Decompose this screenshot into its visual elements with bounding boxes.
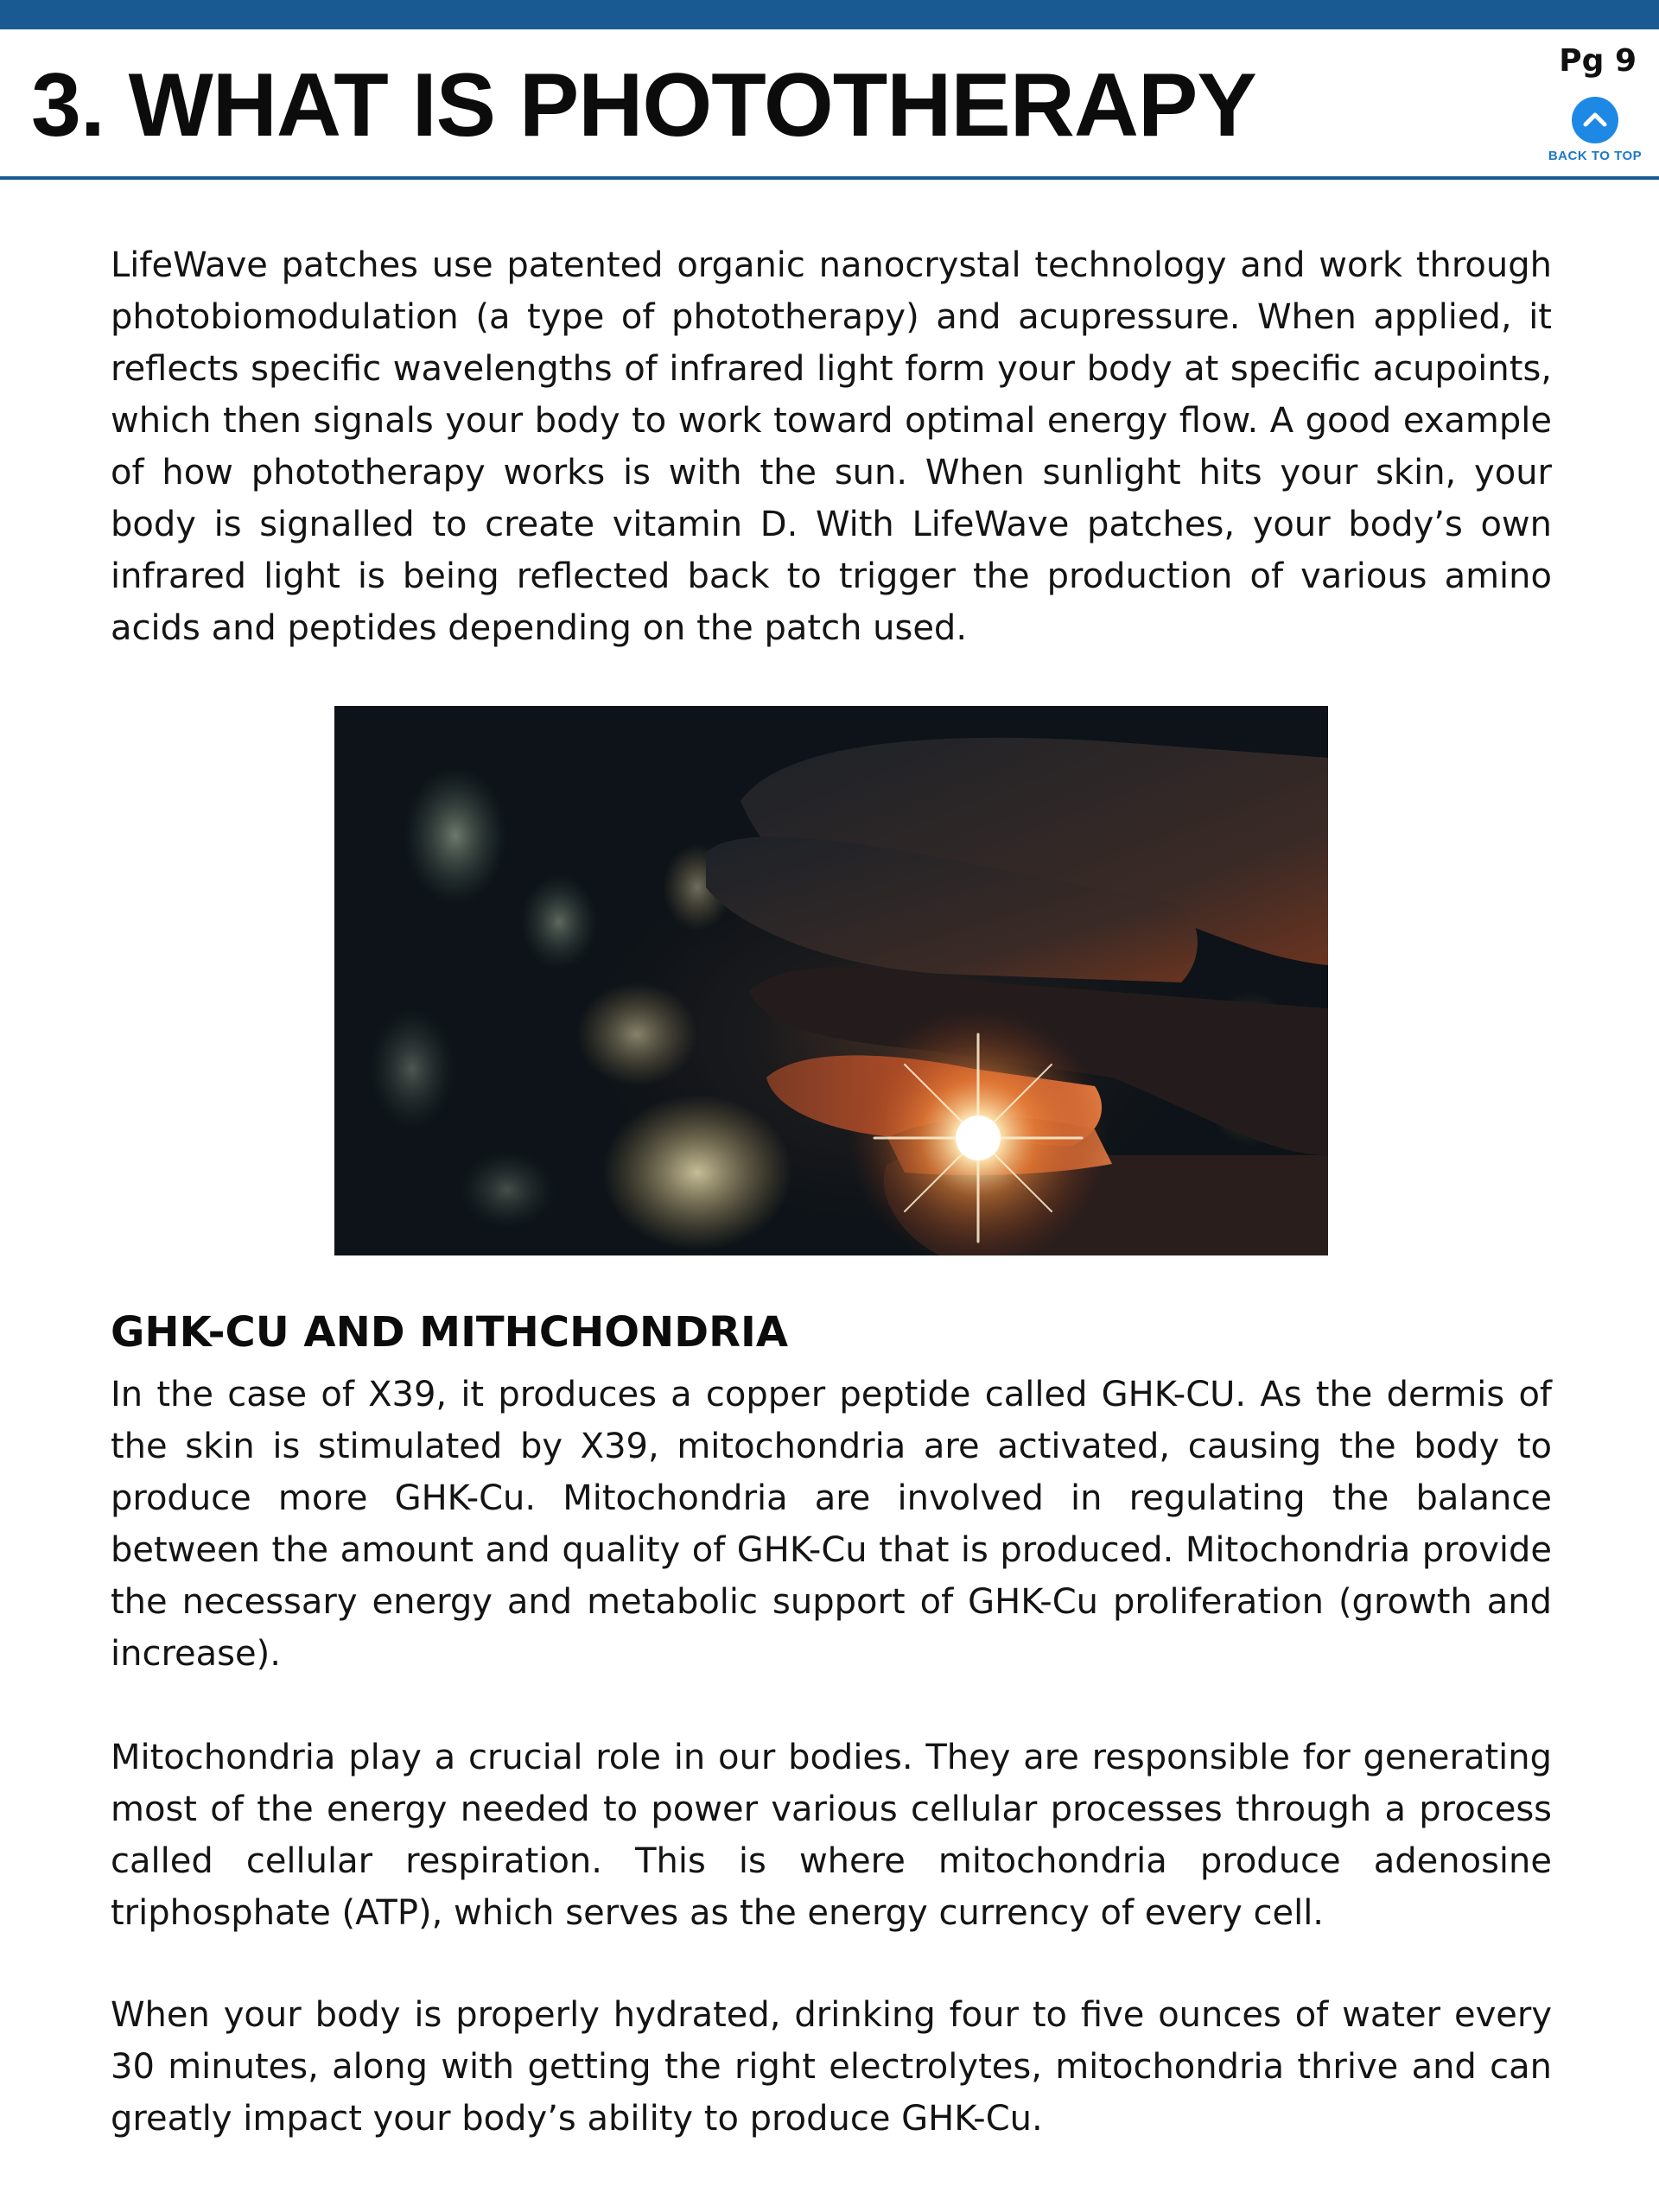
- section-paragraph: In the case of X39, it produces a copper peptide called GHK-CU. As the dermis of the skin is stimulated by X39, mitochondria are activated, causing the body to produce more GHK-Cu. Mitochondria are involved in regulating the balance between the amount and quality of GHK-Cu that is produced. Mitochondria provide the necessary energy and metabolic support of GHK-Cu proliferation (growth and increase).: [111, 1375, 1552, 1674]
- section-paragraph-1-block: [111, 1369, 1552, 1680]
- section-paragraph-3-block: [111, 1989, 1552, 2145]
- section-heading: GHK-CU AND MITHCHONDRIA: [111, 1308, 789, 1357]
- page-number: Pg 9: [1559, 43, 1637, 79]
- back-to-top-button[interactable]: [1547, 97, 1643, 169]
- intro-paragraph: LifeWave patches use patented organic nanocrystal technology and work through photobiomodulation (a type of phototherapy) and acupressure. When applied, it reflects specific wavelengths of infrared light form your body at specific acupoints, which then signals your body to work toward optimal energy flow. A good example of how phototherapy works is with the sun. When sunlight hits your skin, your body is signalled to create vitamin D. With LifeWave patches, your body’s own infrared light is being reflected back to trigger the production of various amino acids and peptides depending on the patch used.: [111, 245, 1552, 648]
- header-divider: [0, 176, 1659, 180]
- page-title: 3. WHAT IS PHOTOTHERAPY: [31, 55, 1256, 156]
- back-to-top-label: BACK TO TOP: [1548, 149, 1643, 163]
- section-paragraph-2-block: [111, 1732, 1552, 1939]
- header-color-band: [0, 0, 1659, 29]
- phototherapy-image: [334, 706, 1328, 1255]
- section-paragraph: When your body is properly hydrated, drinking four to five ounces of water every 30 minutes, along with getting the right electrolytes, mitochondria thrive and can greatly impact your body’s ability to produce GHK-Cu.: [111, 1995, 1552, 2139]
- chevron-up-icon: [1572, 97, 1618, 143]
- intro-section: [111, 239, 1552, 654]
- section-paragraph: Mitochondria play a crucial role in our bodies. They are responsible for generating most of the energy needed to power various cellular processes through a process called cellular respiration. This is where mitochondria produce adenosine triphosphate (ATP), which serves as the energy currency of every cell.: [111, 1738, 1552, 1933]
